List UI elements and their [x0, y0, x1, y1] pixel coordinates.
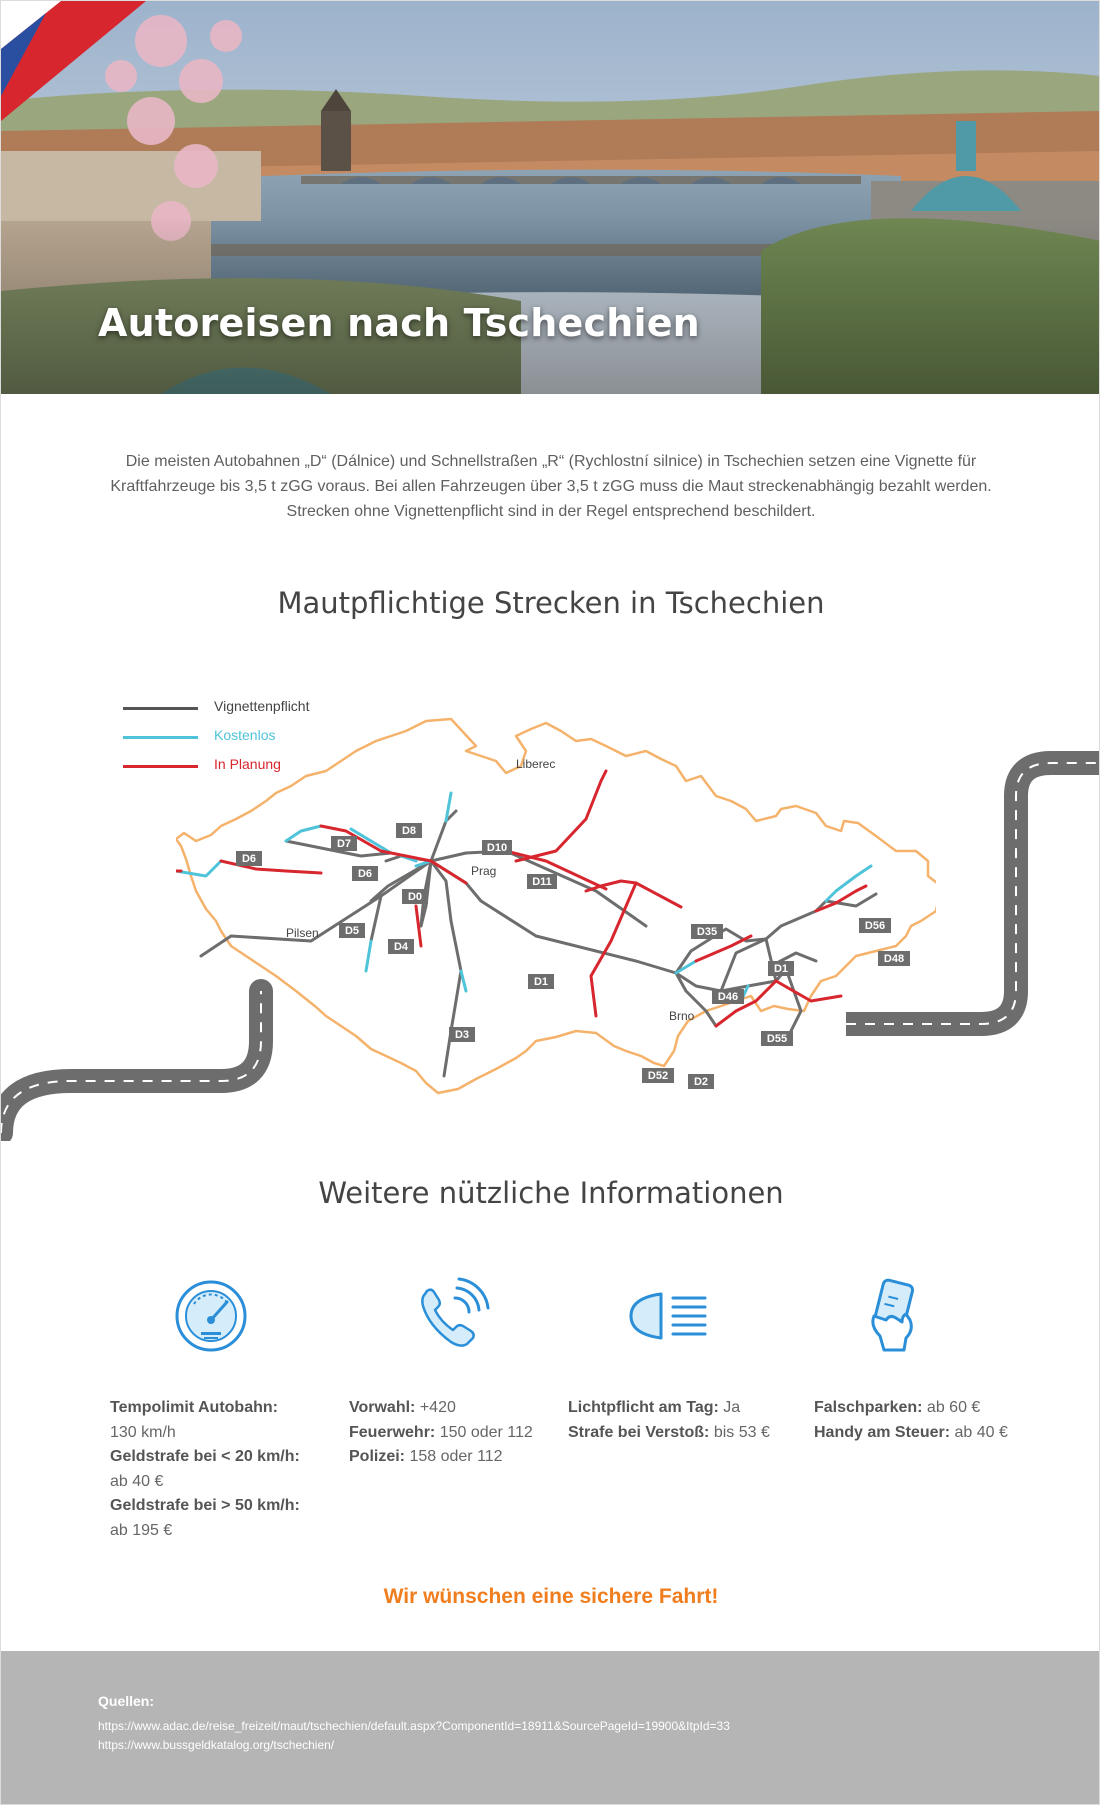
headlight-icon [629, 1276, 709, 1356]
road-badge-label: D11 [532, 876, 552, 888]
info-line: Falschparken: ab 60 € [814, 1399, 981, 1416]
road-badge-d56 [859, 918, 891, 933]
city-label-prag: Prag [471, 864, 497, 878]
info-text-phone [349, 1396, 533, 1470]
road-badge-label: D1 [533, 976, 549, 988]
city-label-liberec: Liberec [516, 757, 556, 771]
road-badge-label: D4 [393, 941, 409, 953]
info-line: Geldstrafe bei < 20 km/h: [110, 1448, 300, 1465]
info-line: Handy am Steuer: ab 40 € [814, 1423, 1008, 1441]
czech-toll-map [176, 711, 936, 1151]
road-badge-d7 [331, 836, 357, 851]
legend-label: Kostenlos [214, 727, 276, 743]
info-text-fines [814, 1396, 1008, 1445]
road-badge-label: D8 [401, 825, 417, 837]
speedometer-icon [171, 1276, 251, 1356]
phone-in-hand-icon [856, 1276, 936, 1356]
info-line: Geldstrafe bei > 50 km/h: [110, 1497, 300, 1514]
info-line: Polizei: 158 oder 112 [349, 1448, 503, 1465]
intro-text: Die meisten Autobahnen „D“ (Dálnice) und Schnellstraßen „R“ (Rychlostní silnice) in Tschechien setzen eine Vignette für Kraftfahrzeuge bis 3,5 t zGG voraus. Bei allen Fahrzeugen über 3,5 t zGG muss die Maut streckenabhängig bezahlt werden. Strecken ohne Vignettenpflicht sind in der Regel entsprechend beschildert. [110, 453, 992, 520]
city-label-brno: Brno [669, 1009, 695, 1023]
road-badge-d1 [768, 961, 794, 976]
info-section-title: Weitere nützliche Informationen [318, 1176, 784, 1210]
road-badge-d1 [528, 974, 554, 989]
footer-sources [1, 1651, 1100, 1805]
info-line: Vorwahl: +420 [349, 1399, 456, 1416]
road-badge-d55 [761, 1031, 793, 1046]
road-badge-d48 [878, 951, 910, 966]
info-line: ab 40 € [110, 1472, 164, 1490]
legend-line-gray [123, 707, 198, 710]
road-badge-label: D46 [717, 991, 739, 1003]
road-badge-label: D48 [883, 953, 905, 965]
road-badge-d11 [527, 874, 557, 889]
info-text-speed [110, 1396, 300, 1543]
road-badge-label: D52 [647, 1070, 669, 1082]
source-link-bussgeldkatalog[interactable]: https://www.bussgeldkatalog.org/tschechien/ [98, 1738, 335, 1752]
info-line: Lichtpflicht am Tag: Ja [568, 1399, 741, 1416]
road-badge-label: D56 [864, 920, 886, 932]
road-badge-label: D2 [693, 1076, 709, 1088]
road-badge-d6 [236, 851, 262, 866]
road-badge-d4 [388, 939, 414, 954]
road-badge-label: D35 [696, 926, 718, 938]
legend-label: In Planung [214, 756, 281, 772]
road-badge-d10 [482, 840, 512, 855]
info-line: ab 195 € [110, 1521, 173, 1539]
road-badge-label: D6 [241, 853, 257, 865]
map-section-title: Mautpflichtige Strecken in Tschechien [277, 586, 825, 620]
road-badge-label: D1 [773, 963, 789, 975]
page-title: Autoreisen nach Tschechien [98, 301, 700, 345]
road-badge-d46 [712, 989, 744, 1004]
info-line: Feuerwehr: 150 oder 112 [349, 1423, 533, 1441]
road-badge-d3 [449, 1027, 475, 1042]
road-badge-d8 [396, 823, 422, 838]
road-badge-d52 [642, 1068, 674, 1083]
road-badge-d6 [352, 866, 378, 881]
road-badge-label: D6 [357, 868, 373, 880]
road-badge-d0 [402, 889, 428, 904]
hero-banner [1, 1, 1100, 394]
road-badge-label: D5 [344, 925, 360, 937]
info-line: 130 km/h [110, 1423, 176, 1441]
info-line: Tempolimit Autobahn: [110, 1399, 278, 1416]
road-badge-label: D3 [454, 1029, 470, 1041]
road-badge-label: D7 [336, 838, 352, 850]
info-line: Strafe bei Verstoß: bis 53 € [568, 1423, 770, 1441]
sources-title: Quellen: [98, 1693, 155, 1709]
road-badge-label: D10 [486, 842, 508, 854]
info-text-light [568, 1396, 770, 1445]
legend-label: Vignettenpflicht [214, 698, 310, 714]
safe-trip-message: Wir wünschen eine sichere Fahrt! [383, 1585, 719, 1608]
road-badge-label: D0 [407, 891, 423, 903]
road-badge-d35 [691, 924, 723, 939]
road-badge-d5 [339, 923, 365, 938]
source-link-adac[interactable]: https://www.adac.de/reise_freizeit/maut/tschechien/default.aspx?ComponentId=18911&SourcePageId=19900&ItpId=33 [98, 1719, 730, 1733]
road-badge-label: D55 [766, 1033, 788, 1045]
city-label-pilsen: Pilsen [286, 926, 319, 940]
phone-icon [411, 1276, 491, 1356]
road-badge-d2 [688, 1074, 714, 1089]
